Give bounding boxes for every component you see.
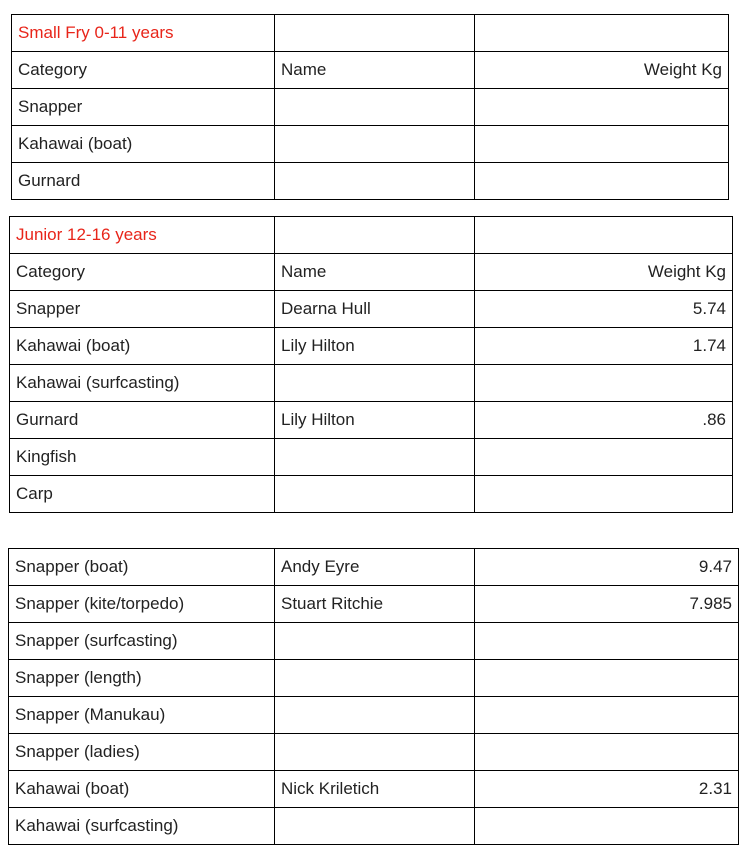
section-title: Small Fry 0-11 years xyxy=(12,15,275,52)
weight-cell xyxy=(475,697,739,734)
category-cell: Snapper (surfcasting) xyxy=(9,623,275,660)
weight-cell: 2.31 xyxy=(475,771,739,808)
table-row xyxy=(9,623,739,660)
category-cell: Kahawai (boat) xyxy=(9,771,275,808)
table-row xyxy=(9,660,739,697)
category-cell: Gurnard xyxy=(12,163,275,200)
category-cell: Kahawai (boat) xyxy=(10,328,275,365)
name-cell xyxy=(275,476,475,513)
small-fry-table xyxy=(11,14,729,200)
weight-cell: .86 xyxy=(475,402,733,439)
weight-cell xyxy=(475,439,733,476)
table-row xyxy=(9,771,739,808)
table-row xyxy=(9,697,739,734)
junior-table xyxy=(9,216,733,513)
table-title-row xyxy=(10,217,733,254)
weight-header: Weight Kg xyxy=(475,52,729,89)
name-cell xyxy=(275,808,475,845)
name-cell: Dearna Hull xyxy=(275,291,475,328)
table-row xyxy=(9,549,739,586)
name-cell xyxy=(275,660,475,697)
category-cell: Snapper (kite/torpedo) xyxy=(9,586,275,623)
table-row xyxy=(9,734,739,771)
table-row xyxy=(10,439,733,476)
weight-cell xyxy=(475,623,739,660)
category-cell: Snapper xyxy=(10,291,275,328)
name-cell xyxy=(275,89,475,126)
category-cell: Carp xyxy=(10,476,275,513)
table-row xyxy=(10,402,733,439)
empty-cell xyxy=(275,15,475,52)
empty-cell xyxy=(275,217,475,254)
name-cell xyxy=(275,163,475,200)
name-cell: Lily Hilton xyxy=(275,402,475,439)
weight-cell xyxy=(475,734,739,771)
weight-cell xyxy=(475,365,733,402)
table-row xyxy=(12,126,729,163)
name-cell xyxy=(275,365,475,402)
name-cell: Nick Kriletich xyxy=(275,771,475,808)
name-cell xyxy=(275,439,475,476)
weight-cell xyxy=(475,163,729,200)
table-title-row xyxy=(12,15,729,52)
category-header: Category xyxy=(10,254,275,291)
weight-cell: 9.47 xyxy=(475,549,739,586)
weight-cell: 1.74 xyxy=(475,328,733,365)
weight-cell xyxy=(475,126,729,163)
category-cell: Kahawai (surfcasting) xyxy=(10,365,275,402)
category-header: Category xyxy=(12,52,275,89)
weight-cell: 7.985 xyxy=(475,586,739,623)
category-cell: Kingfish xyxy=(10,439,275,476)
category-cell: Snapper (boat) xyxy=(9,549,275,586)
empty-cell xyxy=(475,217,733,254)
weight-cell xyxy=(475,476,733,513)
category-cell: Kahawai (surfcasting) xyxy=(9,808,275,845)
weight-cell: 5.74 xyxy=(475,291,733,328)
category-cell: Snapper (length) xyxy=(9,660,275,697)
name-cell xyxy=(275,623,475,660)
weight-header: Weight Kg xyxy=(475,254,733,291)
name-cell: Andy Eyre xyxy=(275,549,475,586)
table-header-row xyxy=(12,52,729,89)
table-row xyxy=(12,163,729,200)
table-row xyxy=(10,328,733,365)
open-table xyxy=(8,548,739,845)
empty-cell xyxy=(475,15,729,52)
name-cell xyxy=(275,697,475,734)
table-row xyxy=(10,476,733,513)
section-title: Junior 12-16 years xyxy=(10,217,275,254)
category-cell: Kahawai (boat) xyxy=(12,126,275,163)
weight-cell xyxy=(475,660,739,697)
weight-cell xyxy=(475,808,739,845)
name-header: Name xyxy=(275,52,475,89)
weight-cell xyxy=(475,89,729,126)
table-header-row xyxy=(10,254,733,291)
name-cell xyxy=(275,734,475,771)
table-row xyxy=(10,365,733,402)
name-cell xyxy=(275,126,475,163)
table-row xyxy=(10,291,733,328)
name-cell: Lily Hilton xyxy=(275,328,475,365)
name-header: Name xyxy=(275,254,475,291)
table-row xyxy=(12,89,729,126)
table-row xyxy=(9,586,739,623)
table-row xyxy=(9,808,739,845)
category-cell: Snapper xyxy=(12,89,275,126)
category-cell: Snapper (ladies) xyxy=(9,734,275,771)
category-cell: Gurnard xyxy=(10,402,275,439)
category-cell: Snapper (Manukau) xyxy=(9,697,275,734)
name-cell: Stuart Ritchie xyxy=(275,586,475,623)
